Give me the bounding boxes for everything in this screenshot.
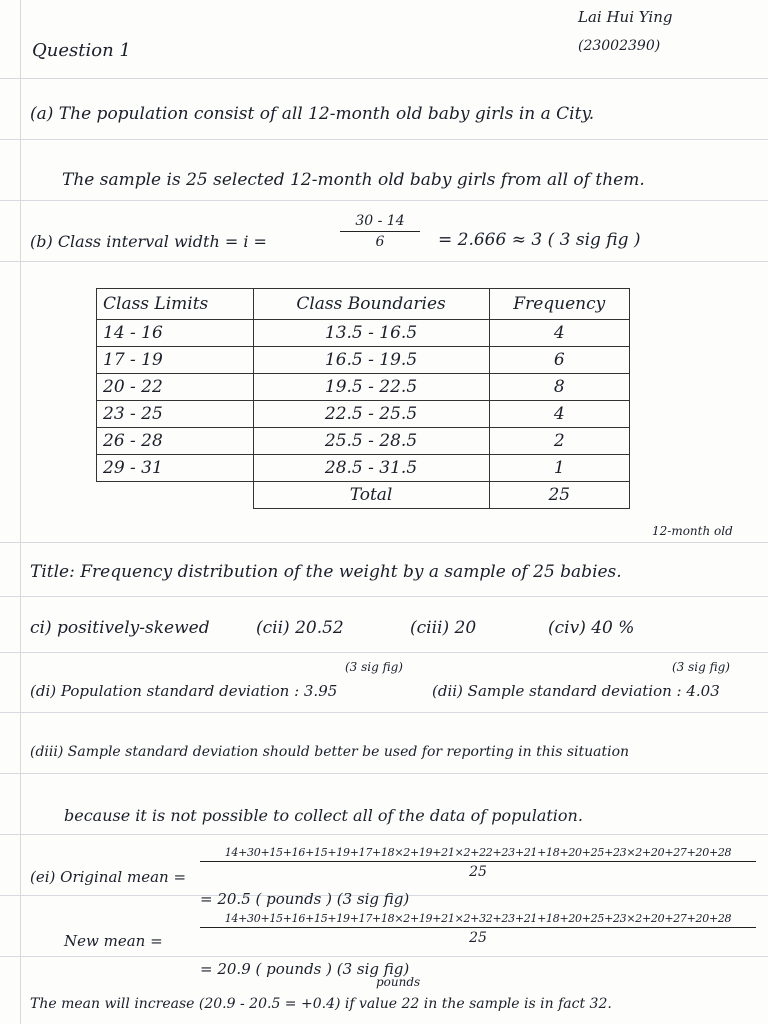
ruled-line (0, 712, 768, 713)
ruled-line (0, 773, 768, 774)
dii-sig-fig-note: (3 sig fig) (672, 660, 730, 674)
part-ciii: (ciii) 20 (410, 618, 477, 638)
ruled-line (0, 200, 768, 201)
part-a-line-1: (a) The population consist of all 12-month old baby girls in a City. (30, 104, 595, 124)
conclusion-line: The mean will increase (20.9 - 20.5 = +0.4) if value 22 in the sample is in fact 32. (30, 996, 612, 1012)
question-title: Question 1 (32, 40, 131, 61)
part-b-prefix: (b) Class interval width = i = (30, 232, 267, 251)
cell-frequency: 1 (489, 455, 629, 482)
cell-frequency: 8 (489, 374, 629, 401)
table-header-row (97, 289, 630, 320)
part-a-line-2: The sample is 25 selected 12-month old baby girls from all of them. (62, 170, 645, 190)
ruled-line (0, 596, 768, 597)
cell-class-boundary: 16.5 - 19.5 (253, 347, 489, 374)
part-diii-line-1: (diii) Sample standard deviation should better be used for reporting in this situation (30, 744, 630, 760)
table-row (97, 455, 630, 482)
fraction-bar (200, 927, 756, 928)
original-mean-denominator: 25 (469, 864, 487, 880)
ruled-line (0, 834, 768, 835)
ruled-line (0, 652, 768, 653)
part-dii: (dii) Sample standard deviation : 4.03 (432, 682, 720, 700)
cell-frequency: 4 (489, 401, 629, 428)
table-row (97, 428, 630, 455)
header-class-limits: Class Limits (97, 289, 254, 320)
ruled-line (0, 78, 768, 79)
part-civ: (civ) 40 % (548, 618, 635, 638)
cell-class-limit: 29 - 31 (97, 455, 254, 482)
student-id: (23002390) (578, 38, 661, 54)
cell-class-limit: 17 - 19 (97, 347, 254, 374)
cell-class-limit: 23 - 25 (97, 401, 254, 428)
cell-class-limit: 14 - 16 (97, 320, 254, 347)
di-sig-fig-note: (3 sig fig) (345, 660, 403, 674)
part-di: (di) Population standard deviation : 3.95 (30, 682, 338, 700)
new-mean-denominator: 25 (469, 930, 487, 946)
interval-fraction (340, 213, 420, 250)
header-frequency: Frequency (489, 289, 629, 320)
table-total-row (97, 482, 630, 509)
table-row (97, 347, 630, 374)
part-b-result: = 2.666 ≈ 3 ( 3 sig fig ) (438, 230, 641, 250)
ruled-line (0, 542, 768, 543)
original-mean-label: (ei) Original mean = (30, 868, 187, 886)
fraction-bar (200, 861, 756, 862)
cell-class-boundary: 13.5 - 16.5 (253, 320, 489, 347)
ruled-line (0, 956, 768, 957)
part-diii-line-2: because it is not possible to collect all of the data of population. (64, 806, 583, 825)
original-mean-fraction (200, 846, 756, 880)
new-mean-label: New mean = (64, 932, 163, 950)
total-label: Total (253, 482, 489, 509)
table-row (97, 401, 630, 428)
part-cii: (cii) 20.52 (256, 618, 344, 638)
new-mean-fraction (200, 912, 756, 946)
part-ci: ci) positively-skewed (30, 618, 210, 638)
page-margin-line (20, 0, 21, 1024)
ruled-line (0, 261, 768, 262)
total-value: 25 (489, 482, 629, 509)
fraction-denominator: 6 (375, 234, 385, 250)
table-title: Title: Frequency distribution of the weight by a sample of 25 babies. (30, 562, 622, 582)
original-mean-result: = 20.5 ( pounds ) (3 sig fig) (200, 890, 410, 908)
frequency-table (96, 288, 630, 509)
insert-note: 12-month old (652, 524, 733, 538)
new-mean-result: = 20.9 ( pounds ) (3 sig fig) (200, 960, 410, 978)
cell-class-boundary: 22.5 - 25.5 (253, 401, 489, 428)
cell-frequency: 4 (489, 320, 629, 347)
cell-class-boundary: 25.5 - 28.5 (253, 428, 489, 455)
fraction-numerator: 30 - 14 (355, 213, 405, 229)
total-blank-cell (97, 482, 254, 509)
original-mean-numerator: 14+30+15+16+15+19+17+18×2+19+21×2+22+23+21+18+20+25+23×2+20+27+20+28 (224, 846, 732, 859)
cell-class-limit: 20 - 22 (97, 374, 254, 401)
student-name: Lai Hui Ying (578, 8, 673, 26)
cell-class-boundary: 28.5 - 31.5 (253, 455, 489, 482)
table-row (97, 374, 630, 401)
fraction-bar (340, 231, 420, 232)
cell-frequency: 6 (489, 347, 629, 374)
header-class-boundaries: Class Boundaries (253, 289, 489, 320)
new-mean-numerator: 14+30+15+16+15+19+17+18×2+19+21×2+32+23+21+18+20+25+23×2+20+27+20+28 (224, 912, 732, 925)
cell-frequency: 2 (489, 428, 629, 455)
ruled-line (0, 139, 768, 140)
cell-class-limit: 26 - 28 (97, 428, 254, 455)
pounds-note: pounds (376, 975, 421, 989)
table-row (97, 320, 630, 347)
cell-class-boundary: 19.5 - 22.5 (253, 374, 489, 401)
